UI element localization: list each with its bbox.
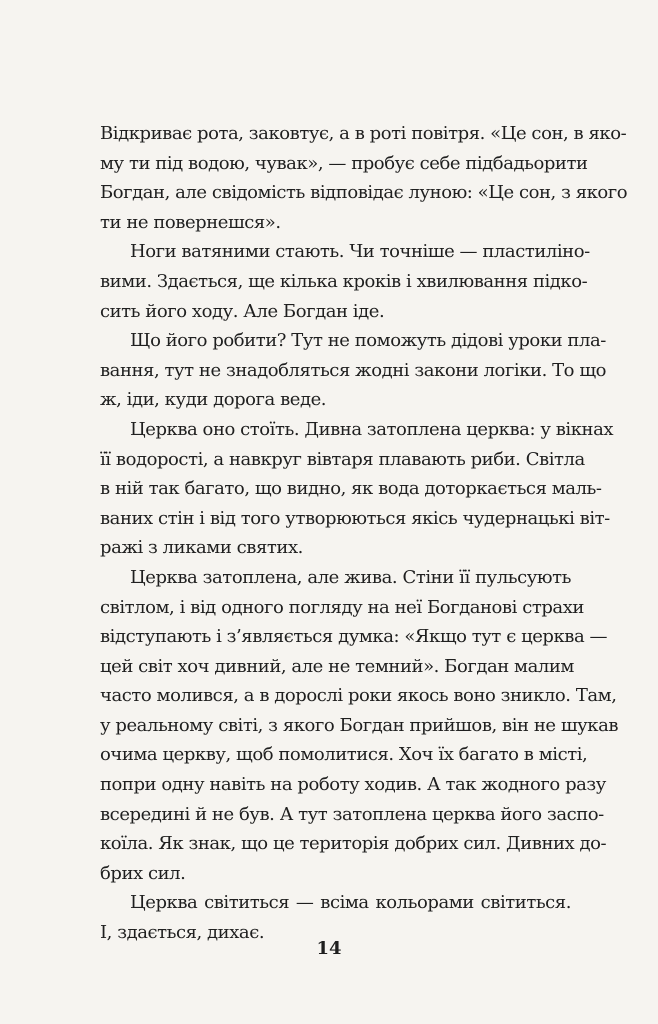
paragraph-1 [100, 119, 628, 237]
text-line: Відкриває рота, заковтує, а в роті повітря. «Це сон, в яко- [100, 123, 627, 144]
text-line: в ній так багато, що видно, як вода доторкається маль- [100, 478, 602, 500]
text-line: світлом, і від одного погляду на неї Богданові страхи [100, 596, 584, 618]
text-line: вання, тут не знадобляться жодні закони логіки. То що [100, 359, 607, 381]
text-line: Церква світиться — всіма кольорами світиться. [130, 892, 571, 914]
text-line: Що його робити? Тут не поможуть дідові уроки пла- [130, 330, 606, 352]
text-line: її водорості, а навкруг вівтаря плавають риби. Світла [100, 448, 585, 470]
text-line: ж, іди, куди дорога веде. [100, 389, 327, 411]
text-line: Церква оно стоїть. Дивна затоплена церква: у вікнах [130, 418, 614, 440]
text-line: попри одну навіть на роботу ходив. А так жодного разу [100, 774, 606, 796]
text-line: цей світ хоч дивний, але не темний». Богдан малим [100, 655, 574, 677]
text-line: Ноги ватяними стають. Чи точніше — пластиліно- [130, 241, 590, 263]
text-line: брих сил. [100, 862, 186, 884]
text-line: всередині й не був. А тут затоплена церква його заспо- [100, 803, 604, 825]
paragraph-5 [100, 563, 619, 889]
text-line: му ти під водою, чувак», — пробує себе підбадьорити [100, 152, 588, 174]
text-line: І, здається, дихає. [100, 922, 265, 944]
page-text [100, 119, 628, 948]
text-line: ти не повернешся». [100, 211, 281, 233]
text-line: сить його ходу. Але Богдан іде. [100, 300, 385, 322]
page-number: 14 [316, 938, 342, 959]
text-line: очима церкву, щоб помолитися. Хоч їх багато в місті, [100, 744, 588, 766]
text-line: Церква затоплена, але жива. Стіни її пульсують [130, 566, 571, 588]
text-line: коїла. Як знак, що це територія добрих сил. Дивних до- [100, 833, 607, 855]
paragraph-2 [100, 237, 590, 326]
paragraph-4 [100, 415, 614, 563]
text-line: ваних стін і від того утворюються якісь чудернацькі віт- [100, 507, 610, 529]
text-line: ражі з ликами святих. [100, 537, 303, 559]
text-line: відступають і з’являється думка: «Якщо тут є церква — [100, 626, 608, 648]
paragraph-3 [100, 326, 607, 415]
text-line: у реальному світі, з якого Богдан прийшов, він не шукав [100, 714, 619, 736]
text-line: часто молився, а в дорослі роки якось воно зникло. Там, [100, 685, 617, 707]
text-line: Богдан, але свідомість відповідає луною: «Це сон, з якого [100, 182, 628, 204]
text-line: вими. Здається, ще кілька кроків і хвилювання підко- [100, 270, 588, 292]
